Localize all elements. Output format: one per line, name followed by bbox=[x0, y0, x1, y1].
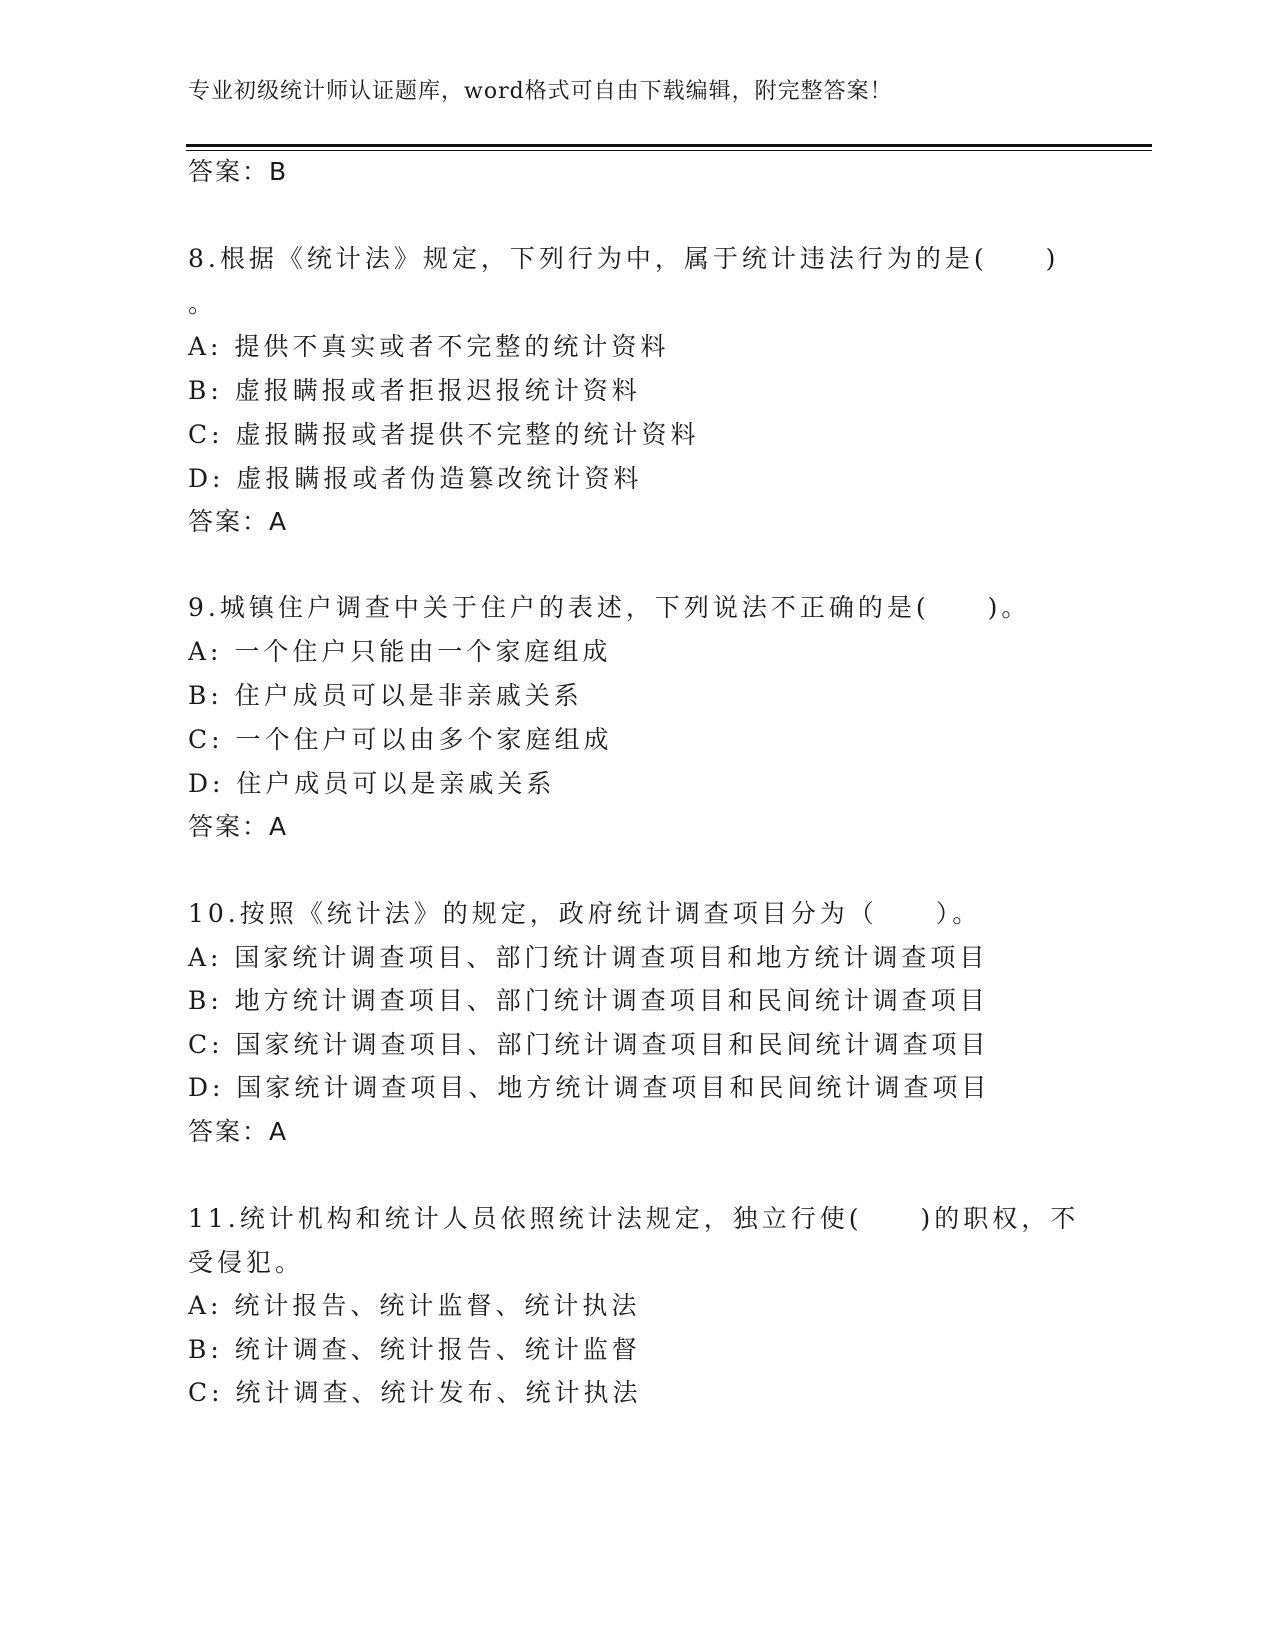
option-c: C: 虚报瞒报或者提供不完整的统计资料 bbox=[188, 420, 700, 449]
header-rule-thick bbox=[186, 144, 1152, 147]
option-b: B: 统计调查、统计报告、统计监督 bbox=[188, 1335, 641, 1364]
option-b: B: 住户成员可以是非亲戚关系 bbox=[188, 681, 583, 710]
option-b: B: 虚报瞒报或者拒报迟报统计资料 bbox=[188, 376, 641, 405]
question-stem-continuation: 。 bbox=[188, 289, 218, 318]
option-a: A: 提供不真实或者不完整的统计资料 bbox=[188, 332, 670, 361]
question-stem: 8.根据《统计法》规定，下列行为中，属于统计违法行为的是( ) bbox=[188, 244, 1060, 273]
option-c: C: 一个住户可以由多个家庭组成 bbox=[188, 725, 613, 754]
option-b: B: 地方统计调查项目、部门统计调查项目和民间统计调查项目 bbox=[188, 986, 989, 1015]
question-stem: 9.城镇住户调查中关于住户的表述，下列说法不正确的是( )。 bbox=[188, 593, 1031, 622]
option-c: C: 国家统计调查项目、部门统计调查项目和民间统计调查项目 bbox=[188, 1030, 990, 1059]
option-c: C: 统计调查、统计发布、统计执法 bbox=[188, 1378, 642, 1407]
option-a: A: 一个住户只能由一个家庭组成 bbox=[188, 637, 612, 666]
question-stem: 10.按照《统计法》的规定，政府统计调查项目分为（ ）。 bbox=[188, 899, 982, 928]
page-header: 专业初级统计师认证题库，word格式可自由下载编辑，附完整答案！ bbox=[188, 79, 893, 104]
option-a: A: 国家统计调查项目、部门统计调查项目和地方统计调查项目 bbox=[188, 943, 989, 972]
option-d: D: 住户成员可以是亲戚关系 bbox=[188, 769, 556, 798]
question-stem-continuation: 受侵犯。 bbox=[188, 1248, 305, 1277]
answer-line: 答案：A bbox=[188, 812, 289, 841]
answer-line: 答案：A bbox=[188, 1117, 289, 1146]
question-stem: 11.统计机构和统计人员依照统计法规定，独立行使( )的职权，不 bbox=[188, 1204, 1080, 1233]
option-a: A: 统计报告、统计监督、统计执法 bbox=[188, 1291, 641, 1320]
answer-line: 答案：B bbox=[188, 157, 289, 186]
answer-line: 答案：A bbox=[188, 507, 289, 536]
option-d: D: 虚报瞒报或者伪造篡改统计资料 bbox=[188, 464, 643, 493]
option-d: D: 国家统计调查项目、地方统计调查项目和民间统计调查项目 bbox=[188, 1073, 991, 1102]
header-rule-thin bbox=[186, 150, 1152, 151]
